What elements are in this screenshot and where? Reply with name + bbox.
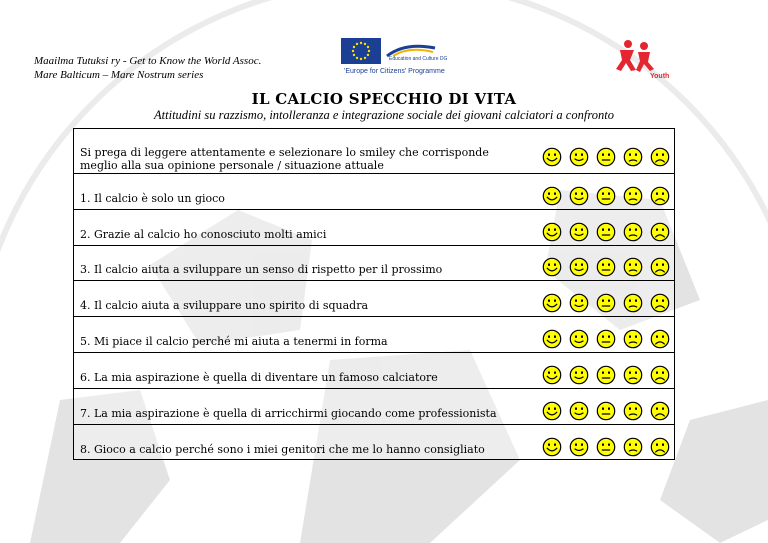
slight-frown-icon[interactable]	[623, 437, 643, 457]
question-row	[74, 317, 674, 353]
neutral-face-icon[interactable]	[596, 401, 616, 421]
instructions-text: Si prega di leggere attentamente e selezionare lo smiley che corrisponde meglio alla sua opinione personale / situazione attuale	[80, 146, 489, 172]
document-title: IL CALCIO SPECCHIO DI VITA	[251, 90, 517, 108]
question-row	[74, 389, 674, 425]
big-smile-icon[interactable]	[542, 186, 562, 206]
question-text: 6. La mia aspirazione è quella di diventare un famoso calciatore	[80, 370, 438, 384]
smiley-rating-group	[542, 437, 670, 457]
question-text: 5. Mi piace il calcio perché mi aiuta a tenermi in forma	[80, 334, 388, 348]
big-smile-icon	[542, 147, 562, 167]
big-smile-icon[interactable]	[542, 437, 562, 457]
question-row	[74, 281, 674, 317]
big-smile-icon[interactable]	[542, 293, 562, 313]
smile-icon[interactable]	[569, 365, 589, 385]
smile-icon[interactable]	[569, 293, 589, 313]
smiley-rating-group	[542, 293, 670, 313]
smile-icon[interactable]	[569, 186, 589, 206]
question-row	[74, 425, 674, 461]
neutral-face-icon[interactable]	[596, 222, 616, 242]
eu-flag-icon	[341, 38, 381, 64]
neutral-face-icon[interactable]	[596, 293, 616, 313]
series-name: Mare Balticum – Mare Nostrum series	[34, 69, 204, 81]
smiley-scale-legend	[542, 147, 670, 167]
smiley-rating-group	[542, 401, 670, 421]
slight-frown-icon[interactable]	[623, 186, 643, 206]
smiley-rating-group	[542, 222, 670, 242]
question-text: 1. Il calcio è solo un gioco	[80, 191, 225, 205]
question-text: 8. Gioco a calcio perché sono i miei genitori che me lo hanno consigliato	[80, 443, 485, 457]
youth-logo-text: Youth	[650, 73, 670, 80]
slight-frown-icon[interactable]	[623, 401, 643, 421]
neutral-face-icon[interactable]	[596, 329, 616, 349]
question-text: 3. Il calcio aiuta a sviluppare un senso di rispetto per il prossimo	[80, 263, 443, 277]
slight-frown-icon[interactable]	[623, 293, 643, 313]
smile-icon[interactable]	[569, 329, 589, 349]
sad-face-icon[interactable]	[650, 222, 670, 242]
sad-face-icon[interactable]	[650, 293, 670, 313]
question-row	[74, 353, 674, 389]
neutral-face-icon[interactable]	[596, 186, 616, 206]
slight-frown-icon[interactable]	[623, 257, 643, 277]
organization-name: Maailma Tutuksi ry - Get to Know the World Assoc.	[34, 55, 262, 67]
smiley-rating-group	[542, 186, 670, 206]
slight-frown-icon[interactable]	[623, 329, 643, 349]
document-subtitle: Attitudini su razzismo, intolleranza e integrazione sociale dei giovani calciatori a confronto	[154, 108, 614, 122]
sad-face-icon[interactable]	[650, 329, 670, 349]
question-row	[74, 246, 674, 282]
sad-face-icon[interactable]	[650, 437, 670, 457]
smile-icon[interactable]	[569, 401, 589, 421]
neutral-face-icon[interactable]	[596, 257, 616, 277]
neutral-face-icon[interactable]	[596, 437, 616, 457]
sad-face-icon	[650, 147, 670, 167]
big-smile-icon[interactable]	[542, 222, 562, 242]
big-smile-icon[interactable]	[542, 401, 562, 421]
smiley-rating-group	[542, 365, 670, 385]
slight-frown-icon	[623, 147, 643, 167]
neutral-face-icon[interactable]	[596, 365, 616, 385]
question-row	[74, 210, 674, 246]
sad-face-icon[interactable]	[650, 401, 670, 421]
youth-programme-logo	[608, 36, 672, 82]
sad-face-icon[interactable]	[650, 365, 670, 385]
instructions-row	[74, 129, 674, 174]
question-text: 4. Il calcio aiuta a sviluppare uno spirito di squadra	[80, 299, 369, 313]
big-smile-icon[interactable]	[542, 257, 562, 277]
slight-frown-icon[interactable]	[623, 222, 643, 242]
organization-header	[34, 54, 261, 82]
sad-face-icon[interactable]	[650, 186, 670, 206]
smiley-rating-group	[542, 257, 670, 277]
smile-icon[interactable]	[569, 222, 589, 242]
smile-icon	[569, 147, 589, 167]
smile-icon[interactable]	[569, 437, 589, 457]
eu-programme-label: 'Europe for Citizens' Programme	[344, 68, 445, 75]
question-row	[74, 174, 674, 210]
eu-dg-text: Education and Culture DG	[389, 56, 448, 62]
sad-face-icon[interactable]	[650, 257, 670, 277]
slight-frown-icon[interactable]	[623, 365, 643, 385]
question-text: 7. La mia aspirazione è quella di arricchirmi giocando come professionista	[80, 406, 497, 420]
question-text: 2. Grazie al calcio ho conosciuto molti amici	[80, 227, 327, 241]
smiley-rating-group	[542, 329, 670, 349]
neutral-face-icon	[596, 147, 616, 167]
big-smile-icon[interactable]	[542, 329, 562, 349]
survey-table	[73, 128, 675, 460]
big-smile-icon[interactable]	[542, 365, 562, 385]
smile-icon[interactable]	[569, 257, 589, 277]
